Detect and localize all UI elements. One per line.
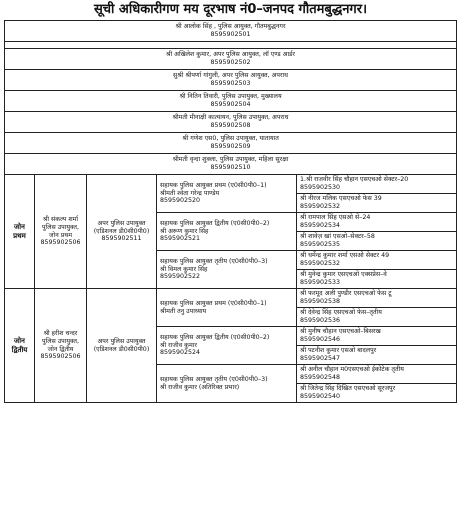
acp-title: सहायक पुलिस आयुक्त तृतीय (ए0सी0पी0–3) — [160, 375, 268, 383]
acp-name: श्री राजीव कुमार — [160, 341, 197, 349]
acp-name: श्रीमती तनु उपाध्याय — [160, 307, 207, 315]
sho-name: श्री शावेज़ खां एसओ–सेक्टर–58 — [300, 233, 375, 241]
officer-name: श्री आलोक सिंह , पुलिस आयुक्त, गौतमबुद्धनगर — [175, 23, 286, 31]
acp-phone: 8595902524 — [160, 349, 201, 357]
acp-cell — [157, 251, 297, 289]
sho-phone: 8595902533 — [300, 279, 341, 286]
sho-name: श्री रामपाल सिंह एसओ से–24 — [300, 214, 371, 222]
officer-row — [5, 49, 457, 70]
sho-phone: 8595902540 — [300, 393, 341, 400]
acp-cell — [157, 213, 297, 251]
acp-cell — [157, 327, 297, 365]
zone-row — [5, 175, 457, 194]
officer-phone: 8595902502 — [210, 59, 251, 66]
sho-cell — [297, 384, 457, 403]
sho-phone: 8595902546 — [300, 336, 341, 343]
sho-cell — [297, 232, 457, 251]
acp-title: सहायक पुलिस आयुक्त प्रथम (ए0सी0पी0–1) — [160, 181, 267, 189]
sho-phone: 8595902532 — [300, 203, 341, 210]
dcp-cell — [35, 289, 87, 403]
sho-phone: 8595902547 — [300, 355, 341, 362]
sho-name: श्री मुनेन्द्र कुमार एसएचओ एक्सप्रेस–वे — [300, 271, 387, 279]
officer-name: श्रीमती मीनाक्षी कात्यायन, पुलिस उपायुक्त, अपराध — [172, 114, 289, 122]
addl-dcp-cell — [87, 289, 157, 403]
zone-row — [5, 289, 457, 308]
officer-name: श्री अखिलेश कुमार, अपर पुलिस आयुक्त, लॉ एण्ड आर्डर — [166, 51, 295, 59]
dcp-cell — [35, 175, 87, 289]
officer-name: श्री गणेश एस0, पुलिस उपायुक्त, यातायात — [182, 135, 279, 143]
acp-cell — [157, 175, 297, 213]
acp-cell — [157, 289, 297, 327]
acp-title: सहायक पुलिस आयुक्त तृतीय (ए0सी0पी0–3) — [160, 257, 268, 265]
dcp-phone: 8595902506 — [40, 239, 81, 247]
zone-label: जोन द्वितीय — [5, 289, 35, 403]
sho-cell — [297, 308, 457, 327]
sho-name: श्री पटनीश कुमार एसओ बादलपुर — [300, 347, 377, 355]
officer-phone: 8595902509 — [210, 143, 251, 150]
sho-name: श्री मुनीष चौहान एसएचओ–बिसरख — [300, 328, 381, 336]
officer-name: श्री नितिन तिवारी, पुलिस उपायुक्त, मुख्यालय — [179, 93, 282, 101]
sho-name: श्री देवेन्द्र सिंह एसएचओ फेस–तृतीय — [300, 309, 382, 317]
officer-row — [5, 21, 457, 42]
officer-row — [5, 133, 457, 154]
sho-phone: 8595902538 — [300, 298, 341, 305]
acp-title: सहायक पुलिस आयुक्त द्वितीय (ए0सी0पी0–2) — [160, 333, 270, 341]
officer-phone: 8595902504 — [210, 101, 251, 108]
officer-directory-table — [4, 20, 457, 403]
acp-name: श्री अरूण कुमार सिंह — [160, 227, 209, 235]
acp-name: श्री विमल कुमार सिंह — [160, 265, 208, 273]
sho-name: श्री जितेन्द्र सिंह दिखित एसएचओ सूरजपुर — [300, 385, 396, 393]
officer-phone: 8595902510 — [210, 164, 251, 171]
sho-name: 1.श्री राजवीर सिंह चौहान एसएचओ सेक्टर–20 — [300, 176, 409, 184]
sho-name: श्री अनील चौहान म0एसएचओ ईकोटेक तृतीय — [300, 366, 404, 374]
sho-cell — [297, 289, 457, 308]
sho-phone: 8595902535 — [300, 241, 341, 248]
sho-cell — [297, 346, 457, 365]
addl-dcp-cell — [87, 175, 157, 289]
dcp-name: श्री संकल्प शर्मा पुलिस उपायुक्त, जोन प्रथम — [41, 215, 79, 239]
sho-name: श्री फरमूद अली पुण्डीर एसएचओ फेस टू — [300, 290, 392, 298]
acp-phone: 8595902520 — [160, 197, 201, 205]
page-title: सूची अधिकारीगण मय दूरभाष नं0–जनपद गौतमबुद्धनगर। — [93, 2, 367, 17]
addl-dcp-title: अपर पुलिस उपायुक्त (एडिशनल डी0सी0पी0) — [93, 219, 150, 235]
addl-dcp-title: अपर पुलिस उपायुक्त (एडिशनल डी0सी0पी0) — [93, 337, 150, 353]
sho-cell — [297, 194, 457, 213]
acp-title: सहायक पुलिस आयुक्त द्वितीय (ए0सी0पी0–2) — [160, 219, 270, 227]
acp-name: श्री राजीव कुमार (अतिरिक्त प्रभार) — [160, 383, 240, 391]
officer-row — [5, 70, 457, 91]
sho-cell — [297, 270, 457, 289]
sho-phone: 8595902532 — [300, 260, 341, 267]
spacer-row — [5, 42, 457, 49]
sho-cell — [297, 213, 457, 232]
acp-cell — [157, 365, 297, 403]
sho-cell — [297, 175, 457, 194]
sho-name: श्री नीरज मलिक एसएचओ फेस 39 — [300, 195, 382, 203]
officer-name: सुश्री श्रीपर्णा गांगुली, अपर पुलिस आयुक्त, अपराध — [173, 72, 289, 80]
officer-phone: 8595902503 — [210, 80, 251, 87]
acp-phone: 8595902521 — [160, 235, 201, 243]
sho-cell — [297, 365, 457, 384]
sho-phone: 8595902530 — [300, 184, 341, 191]
acp-phone: 8595902522 — [160, 273, 201, 281]
officer-phone: 8595902501 — [210, 31, 251, 38]
officer-row — [5, 112, 457, 133]
sho-phone: 8595902548 — [300, 374, 341, 381]
sho-name: श्री धर्मेन्द्र कुमार शर्मा एसओ सेक्टर 49 — [300, 252, 390, 260]
sho-phone: 8595902536 — [300, 317, 341, 324]
officer-name: श्रीमती वृन्दा शुक्ला, पुलिस उपायुक्त, महिला सुरक्षा — [172, 156, 289, 164]
addl-dcp-phone: 8595902511 — [101, 235, 142, 243]
officer-row — [5, 154, 457, 175]
officer-row — [5, 91, 457, 112]
sho-cell — [297, 251, 457, 270]
dcp-phone: 8595902506 — [40, 353, 81, 361]
zone-label: जोन प्रथम — [5, 175, 35, 289]
officer-phone: 8595902508 — [210, 122, 251, 129]
acp-title: सहायक पुलिस आयुक्त प्रथम (ए0सी0पी0–1) — [160, 299, 267, 307]
sho-phone: 8595902534 — [300, 222, 341, 229]
dcp-name: श्री हरीश चन्दर पुलिस उपायुक्त, जोन द्वितीय — [41, 329, 79, 353]
sho-cell — [297, 327, 457, 346]
acp-name: श्रीमती श्वेता गरेन्द्र पाण्डेय — [160, 189, 220, 197]
